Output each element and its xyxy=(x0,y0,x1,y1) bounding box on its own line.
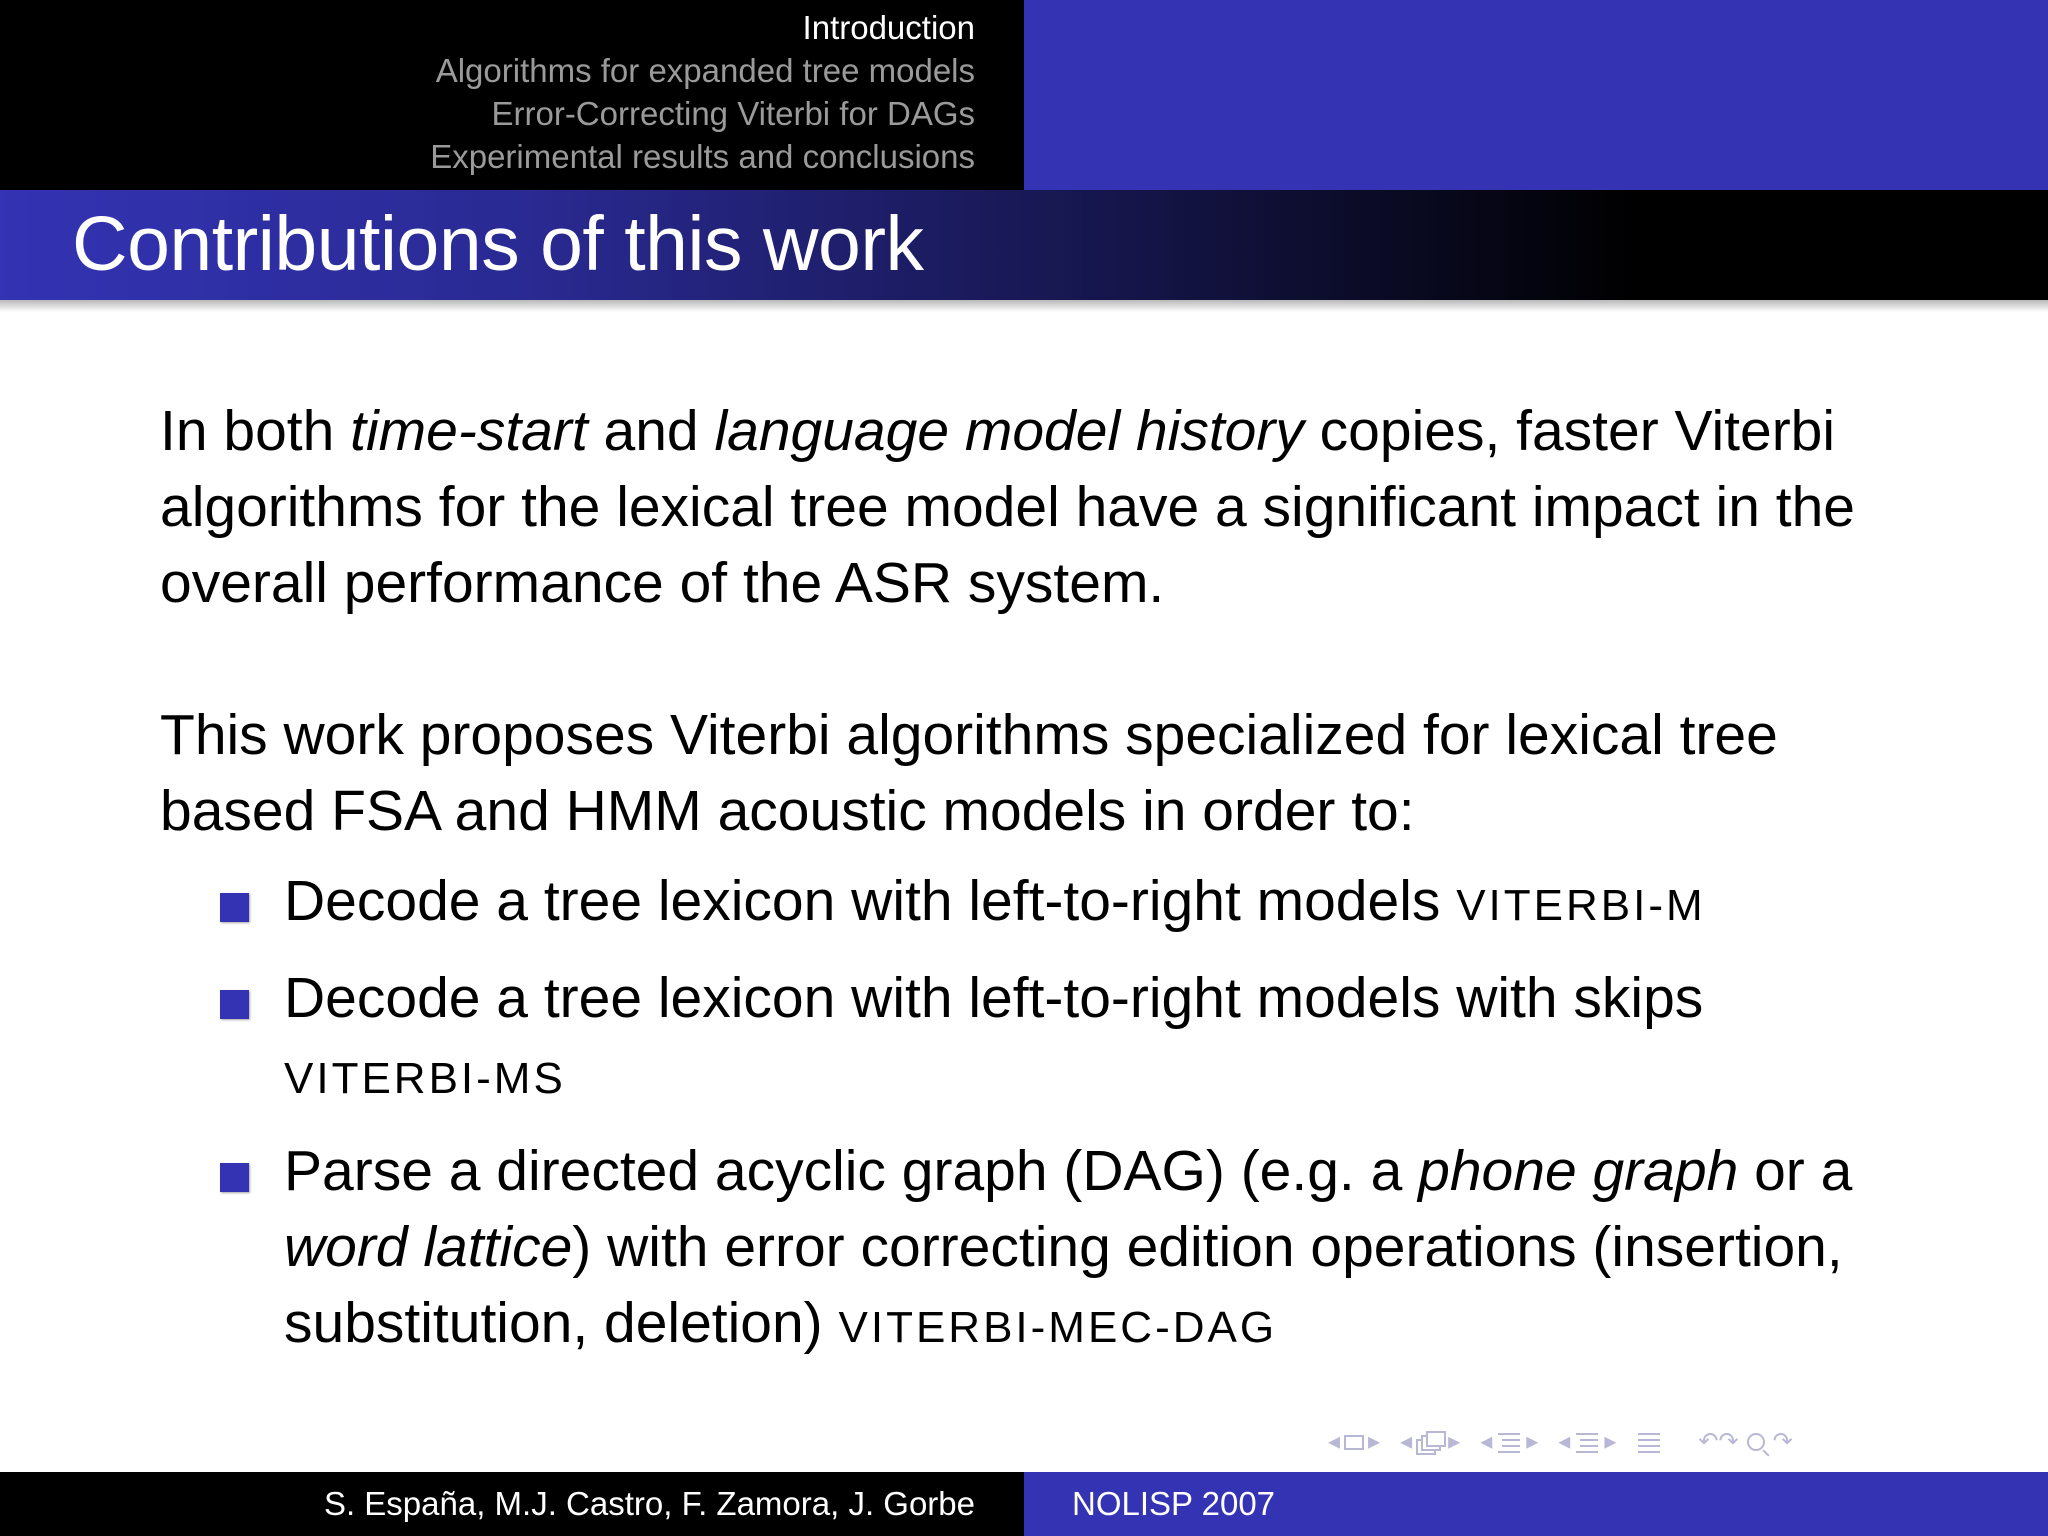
footer-right-panel xyxy=(1024,1472,2048,1536)
next-subsection-icon[interactable]: ▸ xyxy=(1526,1428,1539,1455)
footer-left-panel xyxy=(0,1472,1024,1536)
slide-icon[interactable] xyxy=(1344,1435,1364,1450)
item-text: Parse a directed acyclic graph (DAG) (e.g. a xyxy=(284,1139,1419,1203)
item-text: or a xyxy=(1738,1139,1853,1203)
slide-content xyxy=(160,393,1880,1382)
next-slide-icon[interactable]: ▸ xyxy=(1368,1428,1381,1455)
prev-slide-icon[interactable]: ◂ xyxy=(1328,1428,1341,1455)
subsection-icon[interactable] xyxy=(1496,1430,1522,1454)
algorithm-name: VITERBI-M xyxy=(1456,881,1706,930)
algorithm-name: VITERBI-MEC-DAG xyxy=(838,1303,1278,1352)
tools-nav-group xyxy=(1698,1424,1792,1460)
algorithm-name: VITERBI-MS xyxy=(284,1054,566,1103)
section-navigation xyxy=(430,6,975,178)
section-link-algorithms[interactable]: Algorithms for expanded tree models xyxy=(435,52,975,89)
paragraph-intro xyxy=(160,393,1880,621)
prev-subsection-icon[interactable]: ◂ xyxy=(1480,1428,1493,1455)
section-link-error-correcting[interactable]: Error-Correcting Viterbi for DAGs xyxy=(491,95,975,132)
section-icon[interactable] xyxy=(1574,1430,1600,1454)
forward-icon[interactable]: ↷ xyxy=(1772,1428,1793,1455)
list-item xyxy=(160,863,1880,944)
prev-section-icon[interactable]: ◂ xyxy=(1558,1428,1571,1455)
footer-conference: NOLISP 2007 xyxy=(1072,1485,1276,1522)
list-item xyxy=(160,960,1880,1117)
header-left-panel xyxy=(0,0,1024,190)
next-frame-icon[interactable]: ▸ xyxy=(1448,1428,1461,1455)
text-run: and xyxy=(587,399,715,463)
list-item xyxy=(160,1133,1880,1366)
subsection-nav-group xyxy=(1480,1424,1538,1460)
item-text: Decode a tree lexicon with left-to-right models with skips xyxy=(284,966,1704,1030)
text-run: copies, faster Viterbi algorithms for the lexical tree model have a significant impact in the overall performance of the ASR system. xyxy=(160,399,1855,615)
bullet-square-icon xyxy=(220,990,249,1019)
frame-icon[interactable] xyxy=(1416,1431,1444,1453)
next-section-icon[interactable]: ▸ xyxy=(1604,1428,1617,1455)
frame-title: Contributions of this work xyxy=(72,201,924,287)
document-nav-group xyxy=(1636,1430,1662,1454)
section-nav-group xyxy=(1558,1424,1616,1460)
item-text: Decode a tree lexicon with left-to-right models xyxy=(284,869,1457,933)
frame-nav-group xyxy=(1400,1424,1460,1460)
prev-frame-icon[interactable]: ◂ xyxy=(1400,1428,1413,1455)
section-link-experimental[interactable]: Experimental results and conclusions xyxy=(430,138,975,175)
emphasis-phone-graph: phone graph xyxy=(1418,1139,1739,1203)
item-text: ) with error correcting edition operations (insertion, substitution, deletion) xyxy=(284,1215,1843,1355)
header-right-panel xyxy=(1024,0,2048,190)
footer-authors: S. España, M.J. Castro, F. Zamora, J. Gorbe xyxy=(323,1485,975,1522)
back-icon[interactable]: ↶↷ xyxy=(1698,1428,1739,1455)
text-run: In both xyxy=(160,399,351,463)
navigation-symbols xyxy=(1328,1424,1793,1460)
search-icon[interactable] xyxy=(1747,1433,1765,1451)
emphasis-time-start: time-start xyxy=(350,399,588,463)
paragraph-proposal: This work proposes Viterbi algorithms specialized for lexical tree based FSA and HMM acoustic models in order to: xyxy=(160,703,1778,843)
bullet-square-icon xyxy=(220,1163,249,1192)
contribution-list xyxy=(160,863,1880,1366)
bullet-square-icon xyxy=(220,893,249,922)
slide-nav-group xyxy=(1328,1424,1380,1460)
document-icon[interactable] xyxy=(1636,1430,1662,1454)
frame-title-shadow xyxy=(0,300,2048,312)
emphasis-lm-history: language model history xyxy=(714,399,1304,463)
section-link-introduction[interactable]: Introduction xyxy=(802,9,975,46)
emphasis-word-lattice: word lattice xyxy=(284,1215,573,1279)
